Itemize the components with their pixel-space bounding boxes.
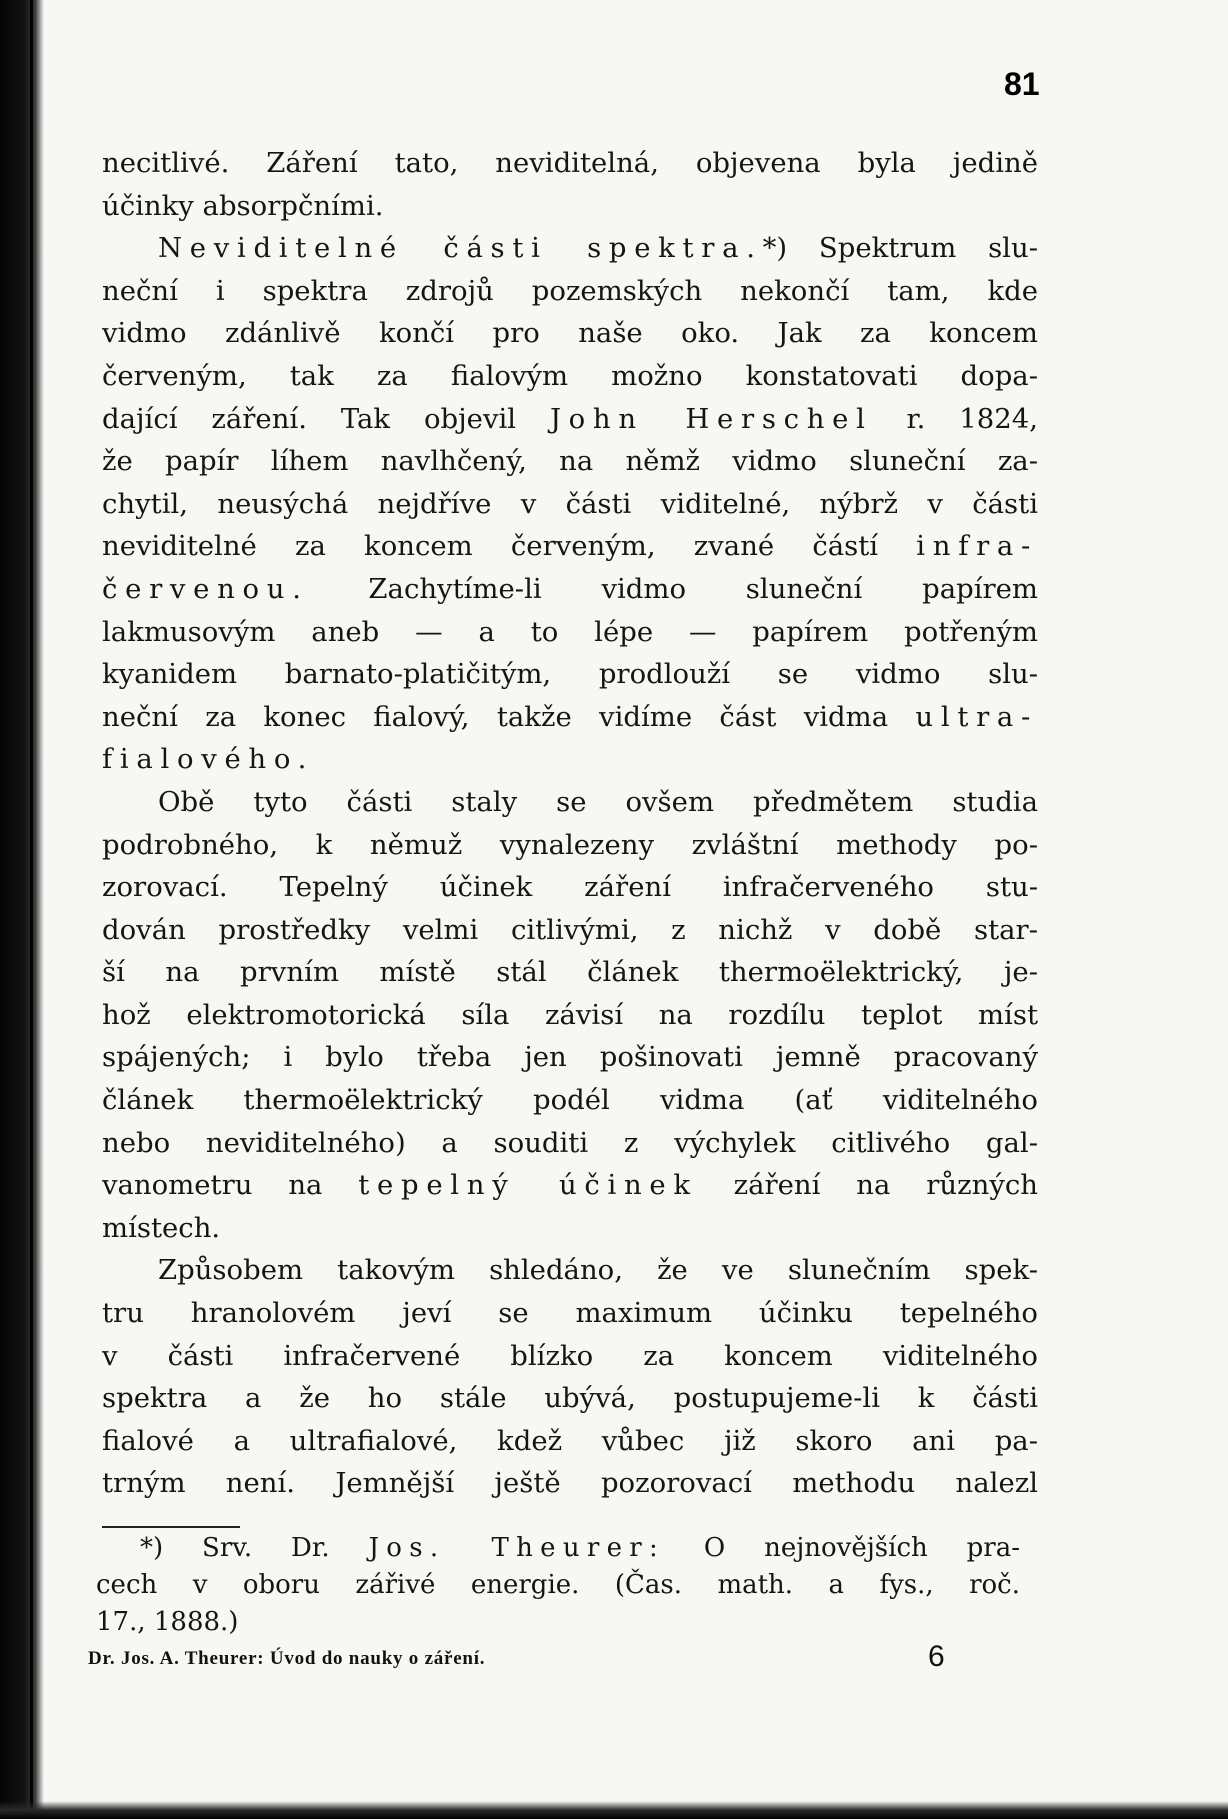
body-line: podrobného, k němuž vynalezeny zvláštní methody po-	[102, 828, 1038, 861]
body-line: vanometru na tepelný účinek záření na různých	[102, 1169, 1038, 1202]
body-line: červenou. Zachytíme-li vidmo sluneční papírem	[102, 572, 1038, 605]
body-line: dován prostředky velmi citlivými, z nichž v době star-	[102, 913, 1038, 946]
footnote-line: 17., 1888.)	[96, 1607, 239, 1637]
body-line: nebo neviditelného) a souditi z výchylek citlivého gal-	[102, 1126, 1038, 1159]
body-line: chytil, neusýchá nejdříve v části viditelné, nýbrž v části	[102, 487, 1038, 520]
body-line: účinky absorpčními.	[102, 189, 384, 222]
body-line: necitlivé. Záření tato, neviditelná, objevena byla jedině	[102, 147, 1038, 179]
spaced-term: John Herschel	[549, 402, 873, 435]
body-line: že papír líhem navlhčený, na němž vidmo sluneční za-	[102, 445, 1038, 478]
body-line: kyanidem barnato-platičitým, prodlouží se vidmo slu-	[102, 658, 1038, 691]
spaced-term: Neviditelné části spektra.	[158, 232, 763, 265]
footnote-line: cech v oboru zářivé energie. (Čas. math. a fys., roč.	[96, 1570, 1020, 1600]
spaced-term: tepelný účinek	[358, 1169, 698, 1202]
page-number: 81	[1004, 66, 1040, 102]
body-line: Obě tyto části staly se ovšem předmětem studia	[158, 785, 1038, 818]
spaced-term: červenou.	[102, 572, 309, 605]
body-line: dající záření. Tak objevil John Herschel r. 1824,	[102, 402, 1038, 435]
footnote	[96, 1530, 1020, 1641]
body-line: neviditelné za koncem červeným, zvané částí infra-	[102, 530, 1038, 563]
body-line	[102, 738, 1038, 781]
page-bottom-edge	[0, 1801, 1228, 1819]
body-line: zorovací. Tepelný účinek záření infračerveného stu-	[102, 871, 1038, 904]
sheet-number: 6	[928, 1640, 945, 1673]
spaced-term: fialového.	[102, 743, 315, 776]
body-line: v části infračervené blízko za koncem viditelného	[102, 1339, 1038, 1372]
body-line: Způsobem takovým shledáno, že ve slunečním spek-	[158, 1254, 1038, 1287]
body-line: spájených; i bylo třeba jen pošinovati jemně pracovaný	[102, 1041, 1038, 1074]
body-line: hož elektromotorická síla závisí na rozdílu teplot míst	[102, 998, 1038, 1031]
body-text	[102, 142, 1038, 1505]
body-line: trným není. Jemnější ještě pozorovací methodu nalezl	[102, 1467, 1038, 1500]
page-spine-shadow	[0, 0, 44, 1819]
body-line: ší na prvním místě stál článek thermoëlektrický, je-	[102, 956, 1038, 989]
spaced-term: ultra-	[915, 700, 1038, 733]
body-line: spektra a že ho stále ubývá, postupujeme-li k části	[102, 1382, 1038, 1415]
body-line: lakmusovým aneb — a to lépe — papírem potřeným	[102, 615, 1038, 648]
printer-signature: Dr. Jos. A. Theurer: Úvod do nauky o záření.	[88, 1648, 486, 1669]
body-line: neční za konec fialový, takže vidíme část vidma ultra-	[102, 700, 1038, 733]
spaced-term: Jos. Theurer:	[368, 1533, 666, 1563]
spaced-term: infra-	[916, 530, 1038, 563]
body-line: fialové a ultrafialové, kdež vůbec již skoro ani pa-	[102, 1424, 1038, 1457]
body-line: místech.	[102, 1211, 221, 1244]
body-line: červeným, tak za fialovým možno konstatovati dopa-	[102, 359, 1038, 392]
footnote-separator	[102, 1526, 240, 1528]
body-line: článek thermoëlektrický podél vidma (ať viditelného	[102, 1084, 1038, 1117]
body-line: Neviditelné části spektra.*) Spektrum slu-	[158, 232, 1038, 265]
page-spine-edge	[30, 0, 33, 1819]
body-line: neční i spektra zdrojů pozemských nekončí tam, kde	[102, 274, 1038, 307]
body-line: vidmo zdánlivě končí pro naše oko. Jak za koncem	[102, 317, 1038, 350]
body-line: tru hranolovém jeví se maximum účinku tepelného	[102, 1297, 1038, 1330]
footnote-line: *) Srv. Dr. Jos. Theurer: O nejnovějších pra-	[140, 1533, 1020, 1563]
